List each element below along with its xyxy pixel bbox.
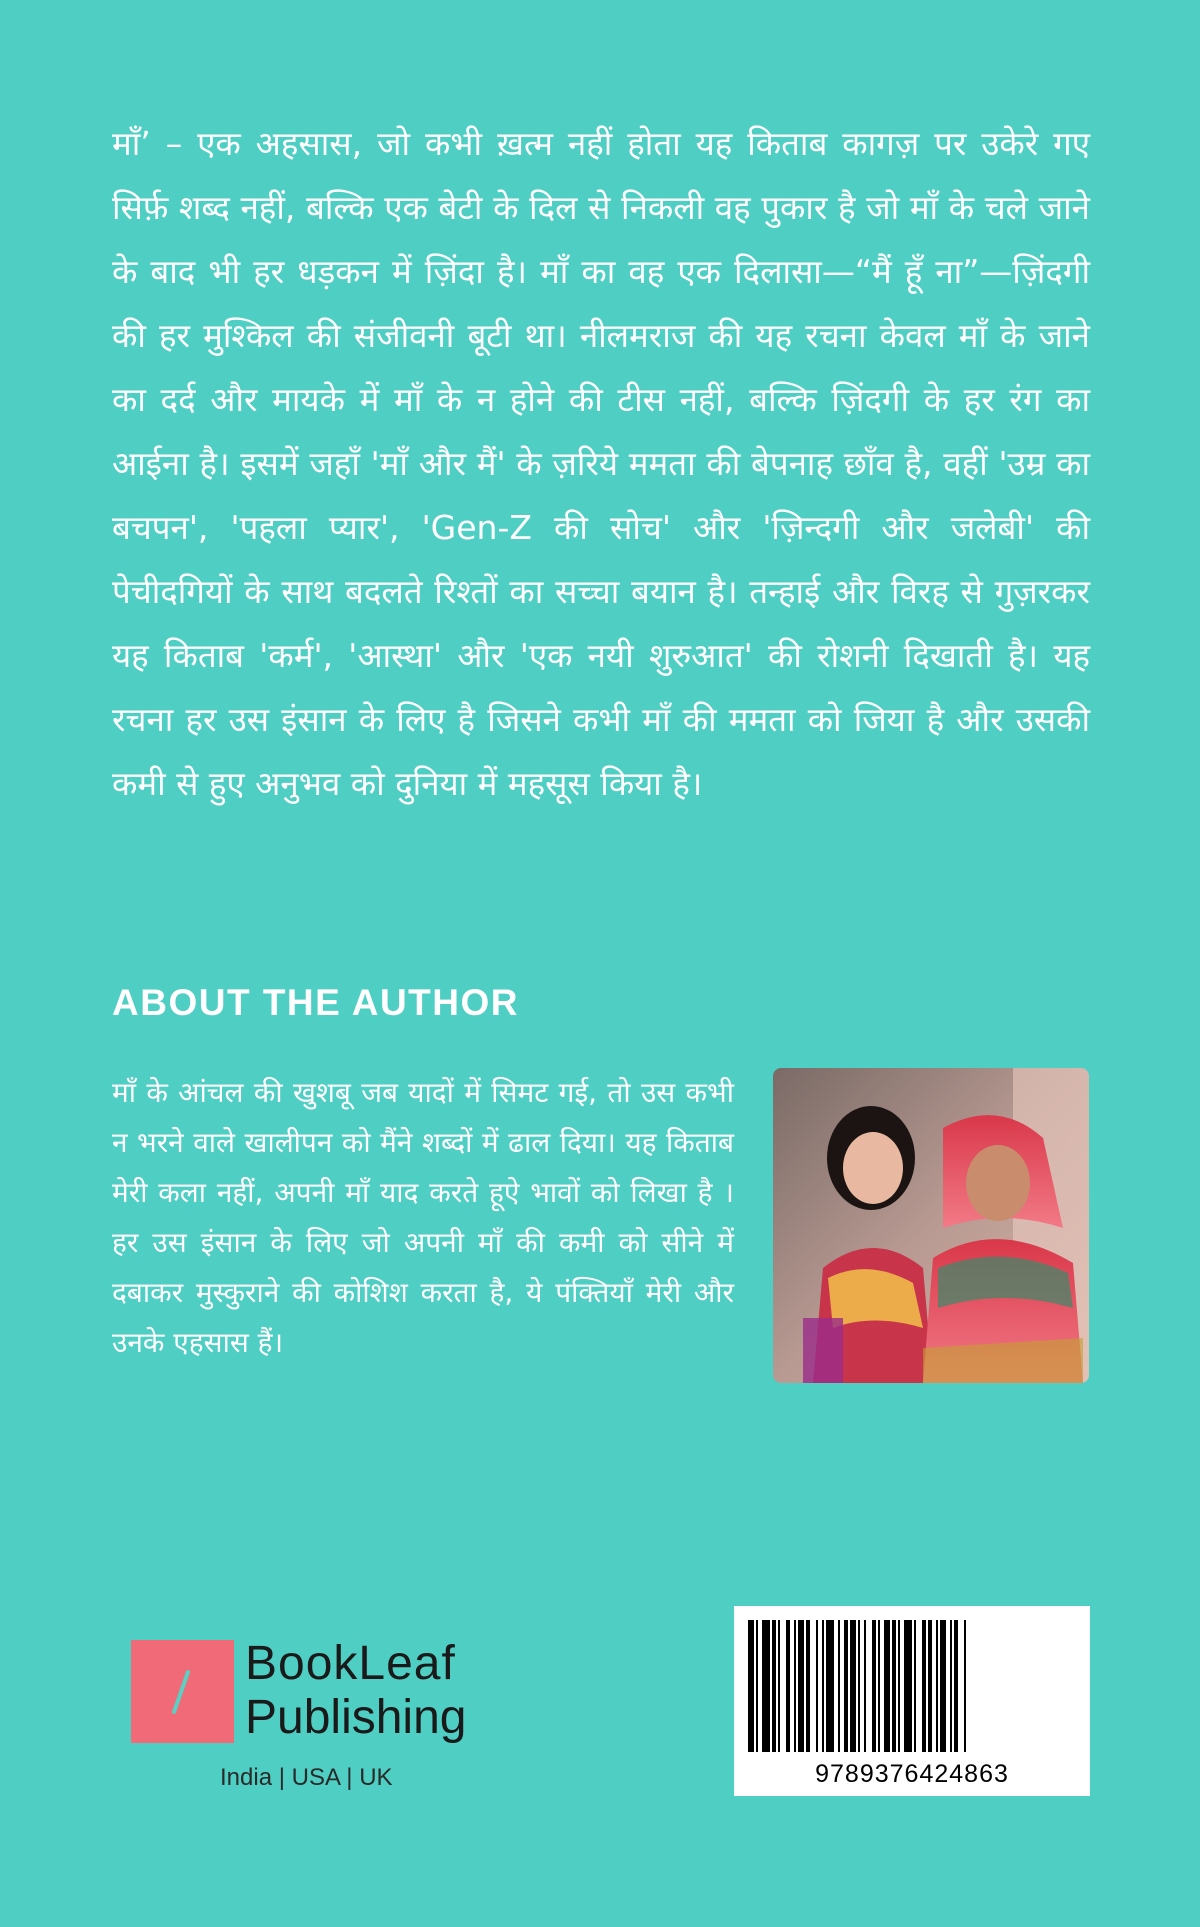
publisher-name-line1: BookLeaf [245, 1637, 456, 1690]
about-author-heading: ABOUT THE AUTHOR [112, 982, 519, 1023]
publisher-regions: India | USA | UK [220, 1764, 393, 1791]
author-photo [773, 1068, 1089, 1383]
barcode-bars [734, 1606, 1090, 1756]
bookleaf-publishing-logo [131, 1637, 511, 1800]
isbn-barcode [734, 1606, 1090, 1796]
logo-slash-icon [131, 1640, 234, 1743]
author-bio: माँ के आंचल की खुशबू जब यादों में सिमट गई, तो उस कभी न भरने वाले खालीपन को मैंने शब्दों में ढाल दिया। यह किताब मेरी कला नहीं, अपनी माँ याद करते हूऐ भावों को लिखा है । हर उस इंसान के लिए जो अपनी माँ की कमी को सीने में दबाकर मुस्कुराने की कोशिश करता है, ये पंक्तियाँ मेरी और उनके एहसास हैं। [112, 1076, 734, 1359]
back-cover-blurb: माँ’ – एक अहसास, जो कभी ख़त्म नहीं होता यह किताब कागज़ पर उकेरे गए सिर्फ़ शब्द नहीं, बल्कि एक बेटी के दिल से निकली वह पुकार है जो माँ के चले जाने के बाद भी हर धड़कन में ज़िंदा है। माँ का वह एक दिलासा—“मैं हूँ ना”—ज़िंदगी की हर मुश्किल की संजीवनी बूटी था। नीलमराज की यह रचना केवल माँ के जाने का दर्द और मायके में माँ के न होने की टीस नहीं, बल्कि ज़िंदगी के हर रंग का आईना है। इसमें जहाँ 'माँ और मैं' के ज़रिये ममता की बेपनाह छाँव है, वहीं 'उम्र का बचपन', 'पहला प्यार', 'Gen-Z की सोच' और 'ज़िन्दगी और जलेबी' की पेचीदगियों के साथ बदलते रिश्तों का सच्चा बयान है। तन्हाई और विरह से गुज़रकर यह किताब 'कर्म', 'आस्था' और 'एक नयी शुरुआत' की रोशनी दिखाती है। यह रचना हर उस इंसान के लिए है जिसने कभी माँ की ममता को जिया है और उसकी कमी से हुए अनुभव को दुनिया में महसूस किया है। [112, 124, 1090, 803]
isbn-number: 9789376424863 [815, 1760, 1009, 1788]
publisher-name-line2: Publishing [245, 1691, 467, 1744]
